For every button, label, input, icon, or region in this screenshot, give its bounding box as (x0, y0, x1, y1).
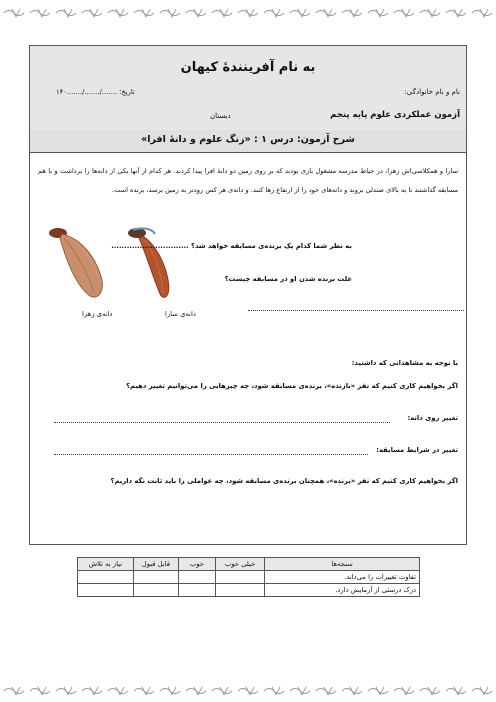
ornament-mark (264, 687, 284, 695)
ornament-mark (368, 687, 388, 695)
zahra-seed-label: دانه‌ی زهرا (82, 310, 113, 318)
zahra-seed-image (46, 224, 110, 302)
sheet-header (30, 46, 466, 131)
answer-line-conditions[interactable] (54, 454, 368, 455)
rubric-cell[interactable] (78, 584, 134, 597)
rubric-header-row (78, 558, 420, 571)
name-label: نام و نام خانوادگی: (404, 88, 460, 96)
ornament-mark (56, 687, 76, 695)
ornament-mark (238, 687, 258, 695)
ornament-mark (30, 9, 50, 17)
rubric-row (78, 571, 420, 584)
exam-sheet (29, 45, 467, 545)
ornament-mark (264, 9, 284, 17)
change-seed-label: تغییر روی دانه: (407, 414, 458, 422)
rubric-cell[interactable] (133, 571, 178, 584)
rubric-header-criteria: سنجه‌ها (265, 558, 420, 571)
ornament-mark (186, 9, 206, 17)
rubric-table (77, 557, 420, 597)
sara-seed-label: دانه‌ی سارا (165, 310, 196, 318)
rubric-header-needs-effort: نیاز به تلاش (78, 558, 134, 571)
ornament-mark (420, 687, 440, 695)
ornament-mark (446, 687, 466, 695)
rubric-row (78, 584, 420, 597)
ornament-mark (238, 9, 258, 17)
ornament-mark (212, 9, 232, 17)
ornament-mark (160, 9, 180, 17)
observation-intro: با توجه به مشاهداتی که داشتید: (351, 359, 458, 367)
exam-title: آزمون عملکردی علوم پایه پنجم (330, 110, 460, 120)
exam-subtitle: شرح آزمون: درس ۱ : «زنگ علوم و دانهٔ افرا» (141, 134, 355, 145)
rubric-cell[interactable] (179, 571, 216, 584)
ornament-mark (368, 9, 388, 17)
question-loser-change: اگر بخواهیم کاری کنیم که نفر «بازنده»، برنده‌ی مسابقه شود، چه چیزهایی را می‌توانیم تغییر دهیم؟ (126, 382, 458, 390)
answer-line-reason[interactable] (248, 310, 464, 311)
ornament-mark (30, 687, 50, 695)
ornament-mark (316, 9, 336, 17)
ornament-mark (108, 687, 128, 695)
ornament-mark (394, 9, 414, 17)
story-passage: سارا و همکلاسی‌اش زهرا، در حیاط مدرسه مشغول بازی بودند که بر روی زمین دو دانهٔ افرا پیدا کردند. هر کدام از آنها یکی از دانه‌ها را برداشت و با هم مسابقه گذاشتند تا به بالای صندلی بروند و دانه‌های خود را از ارتفاع رها کنند. و دانه‌ی هر کس زودتر به زمین برسد، برنده است. (38, 167, 458, 194)
question-winner: به نظر شما کدام یک برنده‌ی مسابقه خواهد شد؟ .............................. (111, 242, 352, 250)
rubric-header-very-good: خیلی خوب (215, 558, 264, 571)
ornament-mark (56, 9, 76, 17)
rubric-criterion: درک درستی از آزمایش دارد. (265, 584, 420, 597)
exam-subheader (30, 130, 466, 153)
ornament-mark (446, 9, 466, 17)
ornament-mark (160, 687, 180, 695)
ornament-mark (342, 687, 362, 695)
rubric-cell[interactable] (133, 584, 178, 597)
rubric-cell[interactable] (215, 584, 264, 597)
rubric-cell[interactable] (179, 584, 216, 597)
ornament-mark (108, 9, 128, 17)
change-conditions-label: تغییر در شرایط مسابقه: (376, 446, 458, 454)
date-label: تاریخ: ......./......./.......۱۴۰ (56, 88, 135, 96)
ornament-mark (420, 9, 440, 17)
ornament-mark (342, 9, 362, 17)
question-winner-keep: اگر بخواهیم کاری کنیم که نفر «برنده»، همچنان برنده‌ی مسابقه شود، چه عواملی را باید ثابت نگه داریم؟ (110, 477, 458, 485)
decorative-top-border (0, 6, 496, 20)
ornament-mark (134, 9, 154, 17)
ornament-mark (4, 687, 24, 695)
ornament-mark (82, 9, 102, 17)
sara-seed-image (125, 224, 185, 304)
rubric-cell[interactable] (215, 571, 264, 584)
ornament-mark (472, 687, 492, 695)
rubric-header-good: خوب (179, 558, 216, 571)
rubric-cell[interactable] (78, 571, 134, 584)
ornament-mark (82, 687, 102, 695)
decorative-bottom-border (0, 684, 496, 698)
question-reason: علت برنده شدن او در مسابقه چیست؟ (224, 275, 352, 283)
rubric-header-acceptable: قابل قبول (133, 558, 178, 571)
rubric-criterion: تفاوت تغییرات را می‌داند. (265, 571, 420, 584)
answer-line-seed[interactable] (54, 422, 390, 423)
school-label: دبستان (210, 112, 231, 120)
page-title: به نام آفرینندهٔ کیهان (180, 60, 316, 75)
ornament-mark (472, 9, 492, 17)
ornament-mark (186, 687, 206, 695)
ornament-mark (4, 9, 24, 17)
ornament-mark (290, 687, 310, 695)
ornament-mark (316, 687, 336, 695)
ornament-mark (394, 687, 414, 695)
ornament-mark (134, 687, 154, 695)
ornament-mark (290, 9, 310, 17)
ornament-mark (212, 687, 232, 695)
